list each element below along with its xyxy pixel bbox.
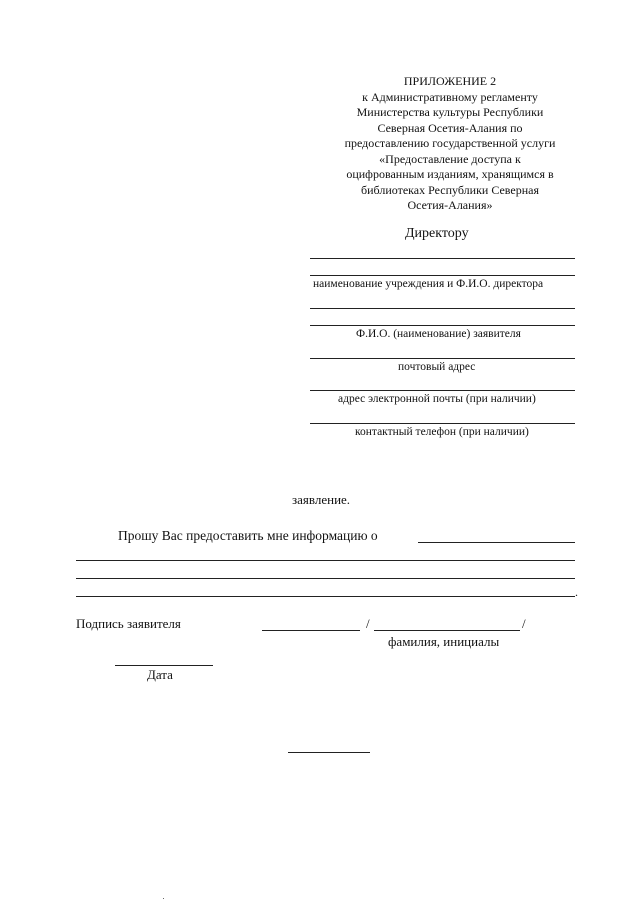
postal-line[interactable] — [310, 358, 575, 359]
request-text: Прошу Вас предоставить мне информацию о — [118, 528, 378, 543]
date-label: Дата — [147, 667, 173, 682]
postal-caption: почтовый адрес — [398, 361, 476, 373]
appendix-line: предоставлению государственной услуги — [344, 136, 556, 150]
appendix-line: «Предоставление доступа к — [379, 151, 521, 166]
appendix-line: Министерства культуры Республики — [356, 105, 544, 119]
footer-line — [288, 752, 370, 753]
surname-line[interactable] — [374, 630, 520, 631]
date-line[interactable] — [115, 665, 213, 666]
slash-left: / — [366, 616, 370, 631]
appendix-line: оцифрованным изданиям, хранящимся в — [346, 167, 554, 181]
request-field-line-1[interactable] — [76, 560, 575, 561]
slash-right: / — [522, 616, 526, 631]
signature-line[interactable] — [262, 630, 360, 631]
appendix-line: Осетия-Алания» — [407, 198, 493, 212]
statement-title: заявление. — [292, 492, 351, 507]
scan-speck — [163, 898, 164, 899]
request-end-dot: . — [575, 585, 578, 599]
applicant-line-1[interactable] — [310, 308, 575, 309]
appendix-line: ПРИЛОЖЕНИЕ 2 — [403, 74, 497, 88]
institution-caption: наименование учреждения и Ф.И.О. директора — [313, 278, 544, 290]
addressee-title: Директору — [405, 226, 469, 241]
request-field-line-3[interactable] — [76, 596, 575, 597]
request-field-inline[interactable] — [418, 542, 575, 543]
applicant-caption: Ф.И.О. (наименование) заявителя — [356, 328, 521, 340]
surname-caption: фамилия, инициалы — [388, 634, 500, 649]
email-caption: адрес электронной почты (при наличии) — [338, 393, 536, 405]
appendix-header — [300, 74, 600, 214]
appendix-line: библиотеках Республики Северная — [361, 182, 539, 197]
phone-caption: контактный телефон (при наличии) — [355, 426, 529, 438]
applicant-line-2[interactable] — [310, 325, 575, 326]
institution-line[interactable] — [310, 275, 575, 276]
appendix-line: к Административному регламенту — [362, 89, 538, 104]
request-field-line-2[interactable] — [76, 578, 575, 579]
director-line[interactable] — [310, 258, 575, 259]
signature-label: Подпись заявителя — [76, 616, 181, 631]
phone-line[interactable] — [310, 423, 575, 424]
appendix-line: Северная Осетия-Алания по — [377, 120, 523, 135]
email-line[interactable] — [310, 390, 575, 391]
